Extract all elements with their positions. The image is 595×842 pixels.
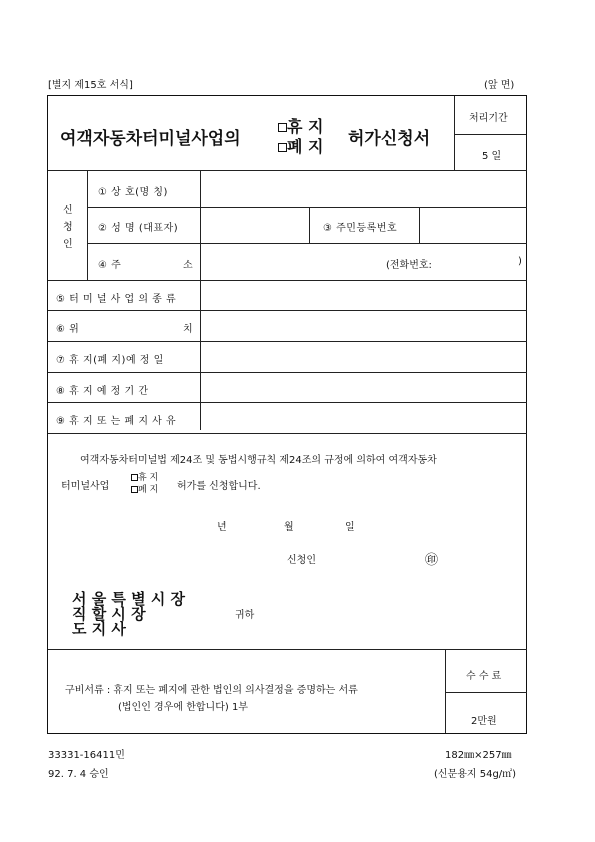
reason-label: ⑨ 휴 지 또 는 폐 지 사 유 [56,416,177,427]
phone-label: (전화번호: [386,260,432,271]
trade-name-label: ① 상 호(명 칭) [98,187,168,198]
checkbox-suspend[interactable] [278,123,287,132]
date-year: 년 [217,522,227,533]
location-label-end: 치 [183,324,194,335]
statement-option-close: 폐 지 [131,482,158,495]
checkbox-close[interactable] [278,143,287,152]
signature-label: 신청인 [287,555,316,566]
processing-value: 5 일 [482,151,502,162]
statement-line1: 여객자동차터미널법 제24조 및 동법시행규칙 제24조의 규정에 의하여 여객자동차 [80,455,437,466]
seal-mark: ㊞ [425,553,439,568]
approval-date: 92. 7. 4 승인 [48,769,109,780]
applicant-label-2: 청 [63,222,73,233]
date-day: 일 [345,522,355,533]
form-number: [별지 제15호 서식] [48,80,133,91]
fee-label: 수 수 료 [466,671,502,682]
required-documents-line2: (법인인 경우에 한합니다) 1부 [118,702,248,713]
side-label: (앞 면) [484,80,515,91]
recipient-line1: 서 울 특 별 시 장 [72,590,186,608]
fee-value: 2만원 [471,716,497,727]
required-documents-line1: 구비서류 : 휴지 또는 폐지에 관한 법인의 의사결정을 증명하는 서류 [65,685,358,696]
recipient-line2: 직 할 시 장 [72,605,146,623]
form-code: 33331-16411민 [48,750,125,761]
planned-period-label: ⑧ 휴 지 예 정 기 간 [56,386,149,397]
date-month: 월 [284,522,294,533]
recipient-line3: 도 지 사 [72,620,126,638]
title-suffix: 허가신청서 [348,129,431,149]
address-label: ④ 주 [98,260,122,271]
title-option-close: 폐 지 [278,134,323,157]
paper-size: 182㎜×257㎜ [445,750,512,761]
address-label-end: 소 [183,260,194,271]
title-option-suspend: 휴 지 [278,114,323,137]
checkbox-suspend-small[interactable] [131,474,138,481]
resident-number-label: ③ 주민등록번호 [323,223,398,234]
location-label: ⑥ 위 [56,324,80,335]
applicant-label-1: 신 [63,205,73,216]
title-prefix: 여객자동차터미널사업의 [60,129,241,149]
phone-close: ) [518,256,522,267]
checkbox-close-small[interactable] [131,486,138,493]
statement-option-suspend: 휴 지 [131,470,158,483]
honorific: 귀하 [235,610,255,621]
applicant-label-3: 인 [63,239,73,250]
processing-label: 처리기간 [469,113,508,124]
planned-date-label: ⑦ 휴 지(폐 지)예 정 일 [56,355,164,366]
paper-type: (신문용지 54g/㎡) [434,769,517,780]
representative-label: ② 성 명 (대표자) [98,223,179,234]
terminal-business-type-label: ⑤ 터 미 널 사 업 의 종 류 [56,294,177,305]
